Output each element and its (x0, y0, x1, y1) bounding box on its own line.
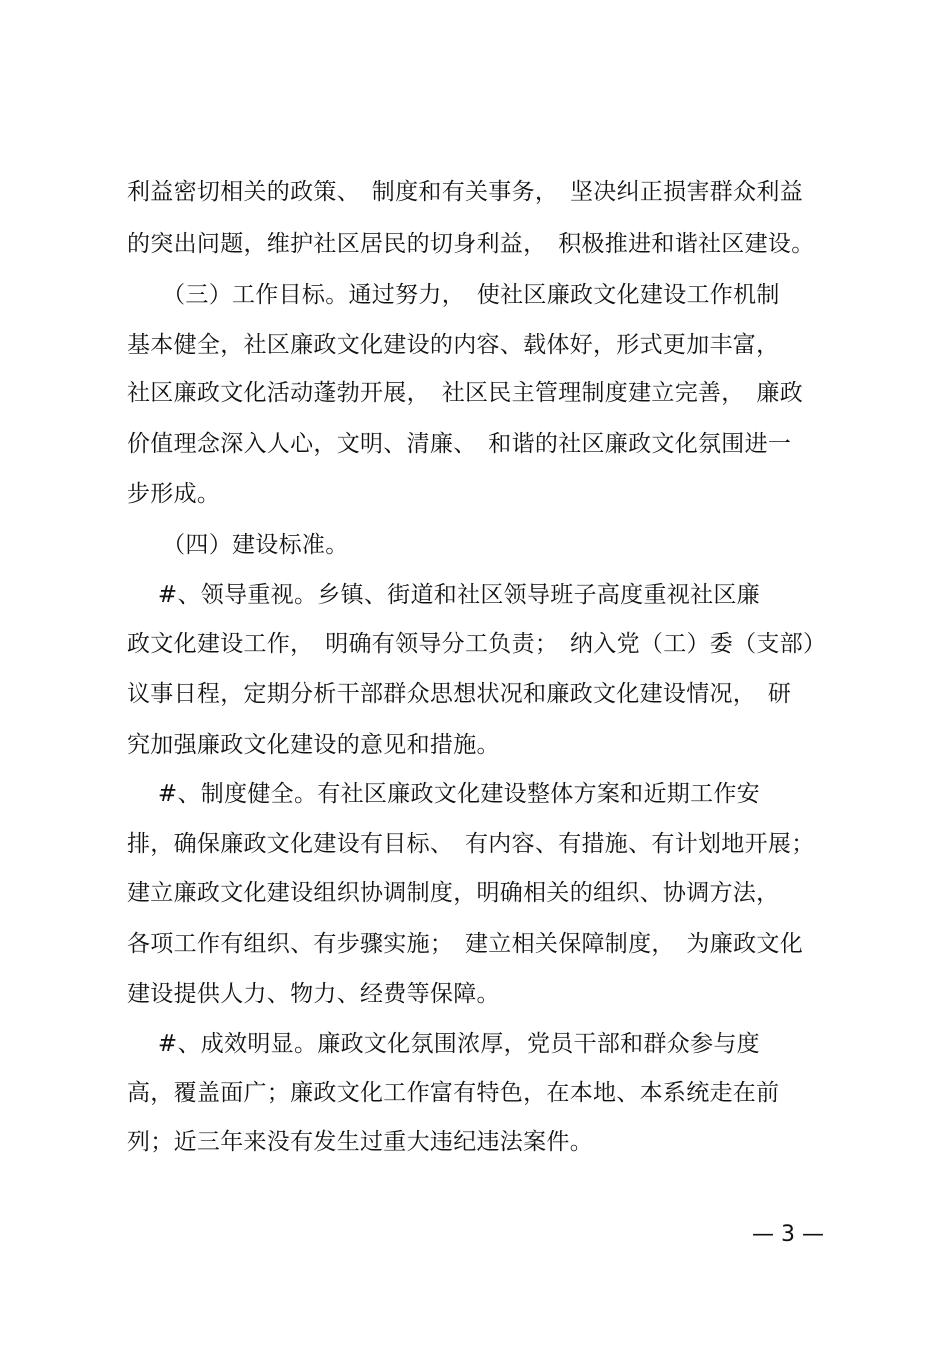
text-line: 议事日程，定期分析干部群众思想状况和廉政文化建设情况， 研 (127, 681, 792, 707)
text-line: （四）建设标准。 (127, 532, 349, 558)
text-line: 政文化建设工作， 明确有领导分工负责； 纳入党（工）委（支部） (127, 631, 827, 657)
text-line: 各项工作有组织、有步骤实施； 建立相关保障制度， 为廉政文化 (127, 931, 803, 957)
text-line: #、制度健全。有社区廉政文化建设整体方案和近期工作安 (127, 781, 760, 807)
text-line: #、成效明显。廉政文化氛围浓厚，党员干部和群众参与度 (127, 1031, 760, 1057)
text-line: 利益密切相关的政策、 制度和有关事务， 坚决纠正损害群众利益 (127, 179, 803, 205)
text-line: 排，确保廉政文化建设有目标、 有内容、有措施、有计划地开展； (127, 831, 815, 857)
text-line: 的突出问题，维护社区居民的切身利益， 积极推进和谐社区建设。 (127, 231, 815, 257)
text-line: 基本健全，社区廉政文化建设的内容、载体好，形式更加丰富， (127, 332, 780, 358)
text-line: 究加强廉政文化建设的意见和措施。 (127, 732, 500, 758)
text-line: 列；近三年来没有发生过重大违纪违法案件。 (127, 1129, 593, 1155)
text-line: 建立廉政文化建设组织协调制度，明确相关的组织、协调方法， (127, 880, 780, 906)
text-line: 步形成。 (127, 481, 221, 507)
page-number: — 3 — (752, 1222, 824, 1247)
text-line: 社区廉政文化活动蓬勃开展， 社区民主管理制度建立完善， 廉政 (127, 380, 803, 406)
text-line: （三）工作目标。通过努力， 使社区廉政文化建设工作机制 (127, 282, 780, 308)
text-line: 价值理念深入人心，文明、清廉、 和谐的社区廉政文化氛围进一 (127, 431, 792, 457)
text-line: 高，覆盖面广；廉政文化工作富有特色，在本地、本系统走在前 (127, 1080, 780, 1106)
text-line: #、领导重视。乡镇、街道和社区领导班子高度重视社区廉 (127, 582, 760, 608)
text-line: 建设提供人力、物力、经费等保障。 (127, 981, 500, 1007)
